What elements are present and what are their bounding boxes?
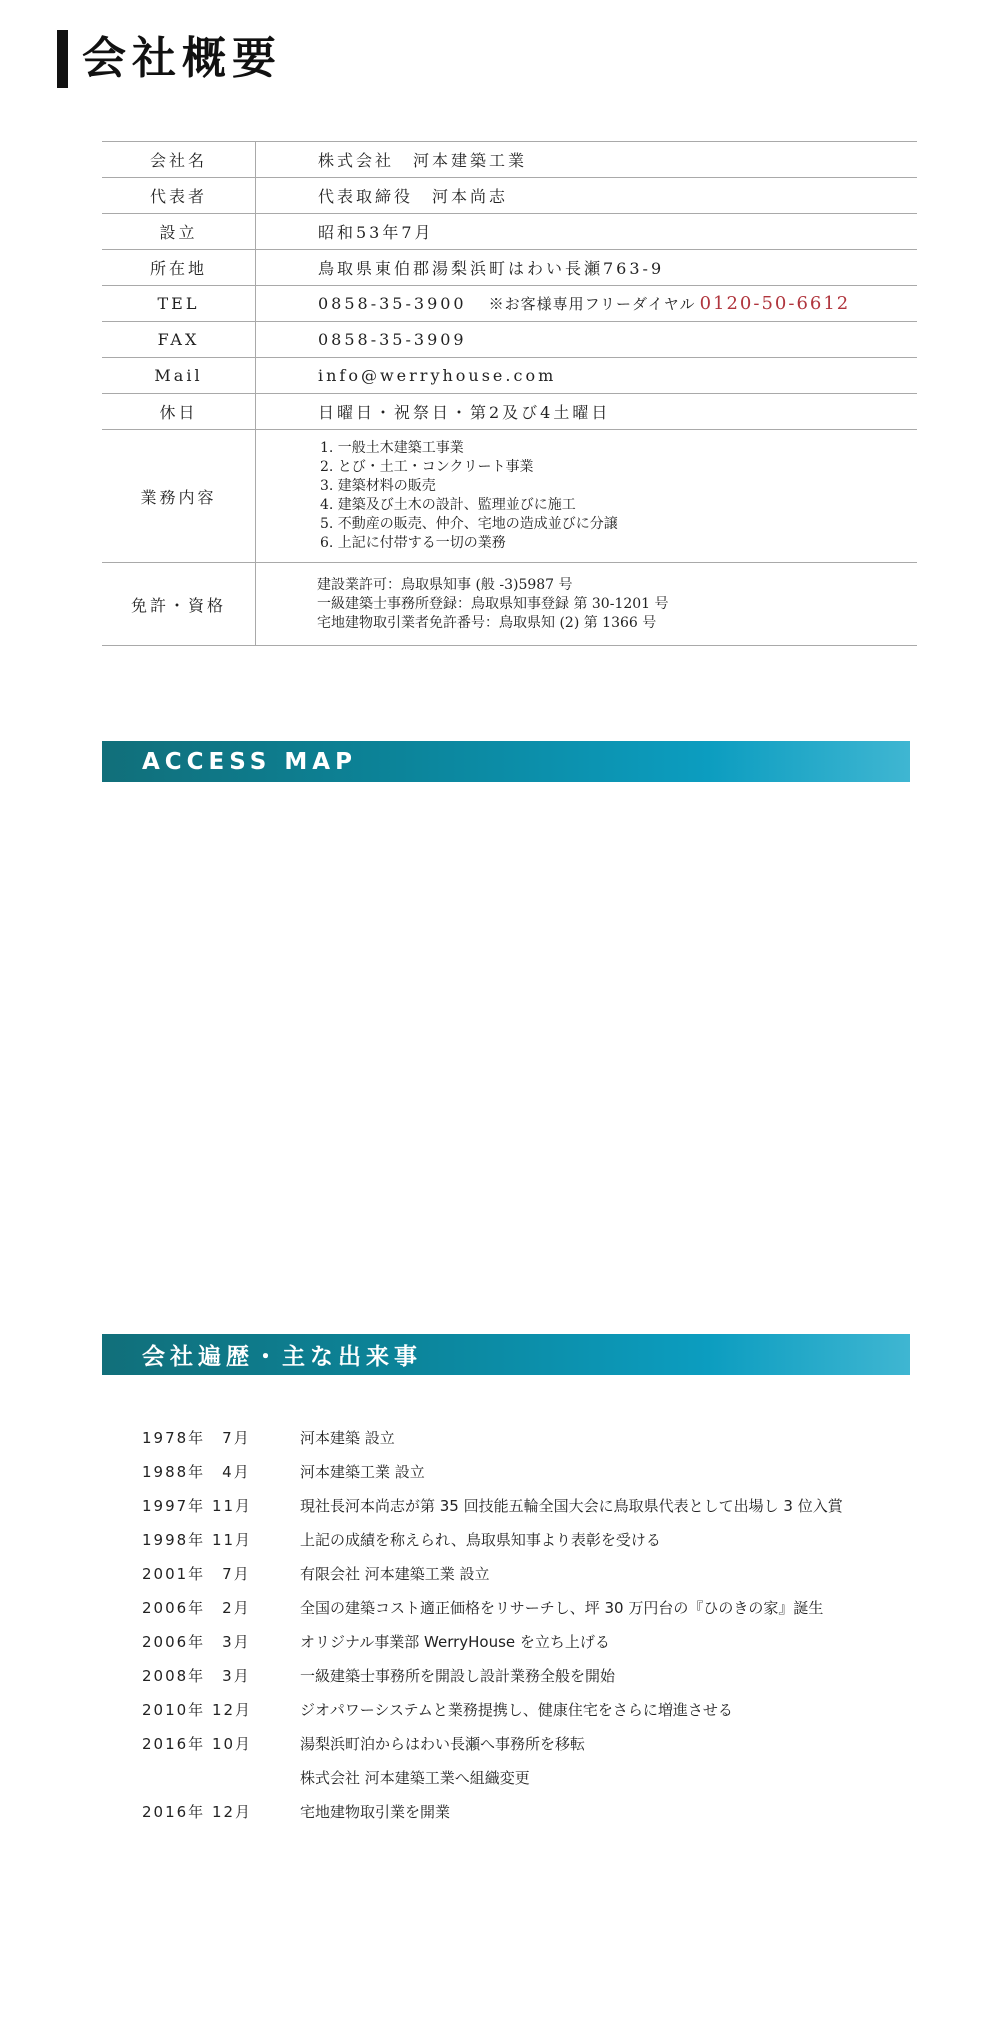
row-label: TEL [102, 286, 256, 322]
company-row-licenses [102, 563, 917, 646]
row-label: 所在地 [102, 250, 256, 286]
history-date: 1988年 4月 [142, 1462, 251, 1481]
history-event: ジオパワーシステムと業務提携し、健康住宅をさらに増進させる [300, 1700, 733, 1719]
history-event: 河本建築工業 設立 [300, 1462, 425, 1481]
history-item [142, 1488, 922, 1522]
access-map-header [102, 741, 910, 782]
history-event: 全国の建築コスト適正価格をリサーチし、坪 30 万円台の『ひのきの家』誕生 [300, 1598, 824, 1617]
company-row-fax [102, 322, 917, 358]
company-name-value: 株式会社 河本建築工業 [318, 151, 528, 170]
history-date: 2016年 10月 [142, 1734, 253, 1753]
history-event: 湯梨浜町泊からはわい長瀬へ事務所を移転 [300, 1734, 586, 1753]
license-list [317, 576, 917, 633]
row-label: 業務内容 [102, 430, 256, 563]
page-title: 会社概要 [82, 33, 282, 84]
history-item [142, 1692, 922, 1726]
free-dial-note [489, 295, 851, 313]
history-date: 1997年 11月 [142, 1496, 253, 1515]
history-item [142, 1556, 922, 1590]
history-item [142, 1522, 922, 1556]
history-item [142, 1726, 922, 1760]
business-list [320, 439, 917, 553]
history-title: 会社遍歴・主な出来事 [142, 1344, 422, 1370]
fax-value: 0858-35-3909 [318, 330, 467, 349]
business-cell [256, 430, 918, 563]
history-event: 一級建築士事務所を開設し設計業務全般を開始 [300, 1666, 616, 1685]
row-label: 会社名 [102, 142, 256, 178]
list-item: 3. 建築材料の販売 [320, 478, 436, 494]
address-value: 鳥取県東伯郡湯梨浜町はわい長瀬763-9 [318, 259, 665, 278]
history-list [142, 1420, 922, 1828]
company-row-representative [102, 178, 917, 214]
history-date: 2006年 2月 [142, 1598, 251, 1617]
company-row-holidays [102, 394, 917, 430]
history-date: 2010年 12月 [142, 1700, 253, 1719]
history-header [102, 1334, 910, 1375]
row-label: FAX [102, 322, 256, 358]
holidays-value: 日曜日・祝祭日・第2及び4土曜日 [318, 403, 611, 422]
free-dial-number[interactable]: 0120-50-6612 [699, 293, 851, 314]
history-date: 2001年 7月 [142, 1564, 251, 1583]
company-row-mail [102, 358, 917, 394]
row-label: 免許・資格 [102, 563, 256, 646]
tel-number[interactable]: 0858-35-3900 [318, 294, 467, 313]
history-item [142, 1658, 922, 1692]
list-item: 建設業許可：鳥取県知事 (般 -3)5987 号 [317, 576, 573, 593]
row-label: Mail [102, 358, 256, 394]
list-item: 宅地建物取引業者免許番号：鳥取県知 (2) 第 1366 号 [317, 614, 657, 631]
company-row-business [102, 430, 917, 563]
row-label: 代表者 [102, 178, 256, 214]
history-event: 宅地建物取引業を開業 [300, 1802, 451, 1821]
list-item: 6. 上記に付帯する一切の業務 [320, 535, 506, 551]
licenses-cell [256, 563, 918, 646]
history-event: 河本建築 設立 [300, 1428, 395, 1447]
history-date: 2016年 12月 [142, 1802, 253, 1821]
company-row-name [102, 142, 917, 178]
company-row-address [102, 250, 917, 286]
established-value: 昭和53年7月 [318, 223, 434, 242]
access-map-area[interactable] [102, 790, 910, 1330]
history-date: 2006年 3月 [142, 1632, 251, 1651]
history-event: 上記の成績を称えられ、鳥取県知事より表彰を受ける [300, 1530, 661, 1549]
company-row-established [102, 214, 917, 250]
history-event: オリジナル事業部 WerryHouse を立ち上げる [300, 1632, 610, 1651]
heading-accent-bar [57, 30, 68, 88]
list-item: 4. 建築及び土木の設計、監理並びに施工 [320, 497, 576, 513]
history-event: 有限会社 河本建築工業 設立 [300, 1564, 490, 1583]
list-item: 5. 不動産の販売、仲介、宅地の造成並びに分譲 [320, 516, 618, 532]
history-item [142, 1624, 922, 1658]
access-map-title: ACCESS MAP [142, 748, 357, 775]
representative-value: 代表取締役 河本尚志 [318, 187, 509, 206]
list-item: 1. 一般土木建築工事業 [320, 440, 464, 456]
history-date: 1998年 11月 [142, 1530, 253, 1549]
list-item: 一級建築士事務所登録：鳥取県知事登録 第 30-1201 号 [317, 595, 669, 612]
history-item [142, 1420, 922, 1454]
page-heading [57, 30, 282, 88]
history-date: 1978年 7月 [142, 1428, 251, 1447]
tel-cell [256, 286, 918, 322]
history-item [142, 1794, 922, 1828]
row-label: 設立 [102, 214, 256, 250]
list-item: 2. とび・土工・コンクリート事業 [320, 459, 534, 475]
free-dial-label: ※お客様専用フリーダイヤル [488, 295, 696, 313]
history-item [142, 1590, 922, 1624]
history-date: 2008年 3月 [142, 1666, 251, 1685]
row-label: 休日 [102, 394, 256, 430]
company-info-table [102, 141, 917, 646]
history-item [142, 1760, 922, 1794]
mail-link[interactable]: info@werryhouse.com [318, 366, 557, 385]
history-item [142, 1454, 922, 1488]
history-event: 現社長河本尚志が第 35 回技能五輪全国大会に鳥取県代表として出場し 3 位入賞 [300, 1496, 843, 1515]
history-event: 株式会社 河本建築工業へ組織変更 [300, 1768, 530, 1787]
company-row-tel [102, 286, 917, 322]
